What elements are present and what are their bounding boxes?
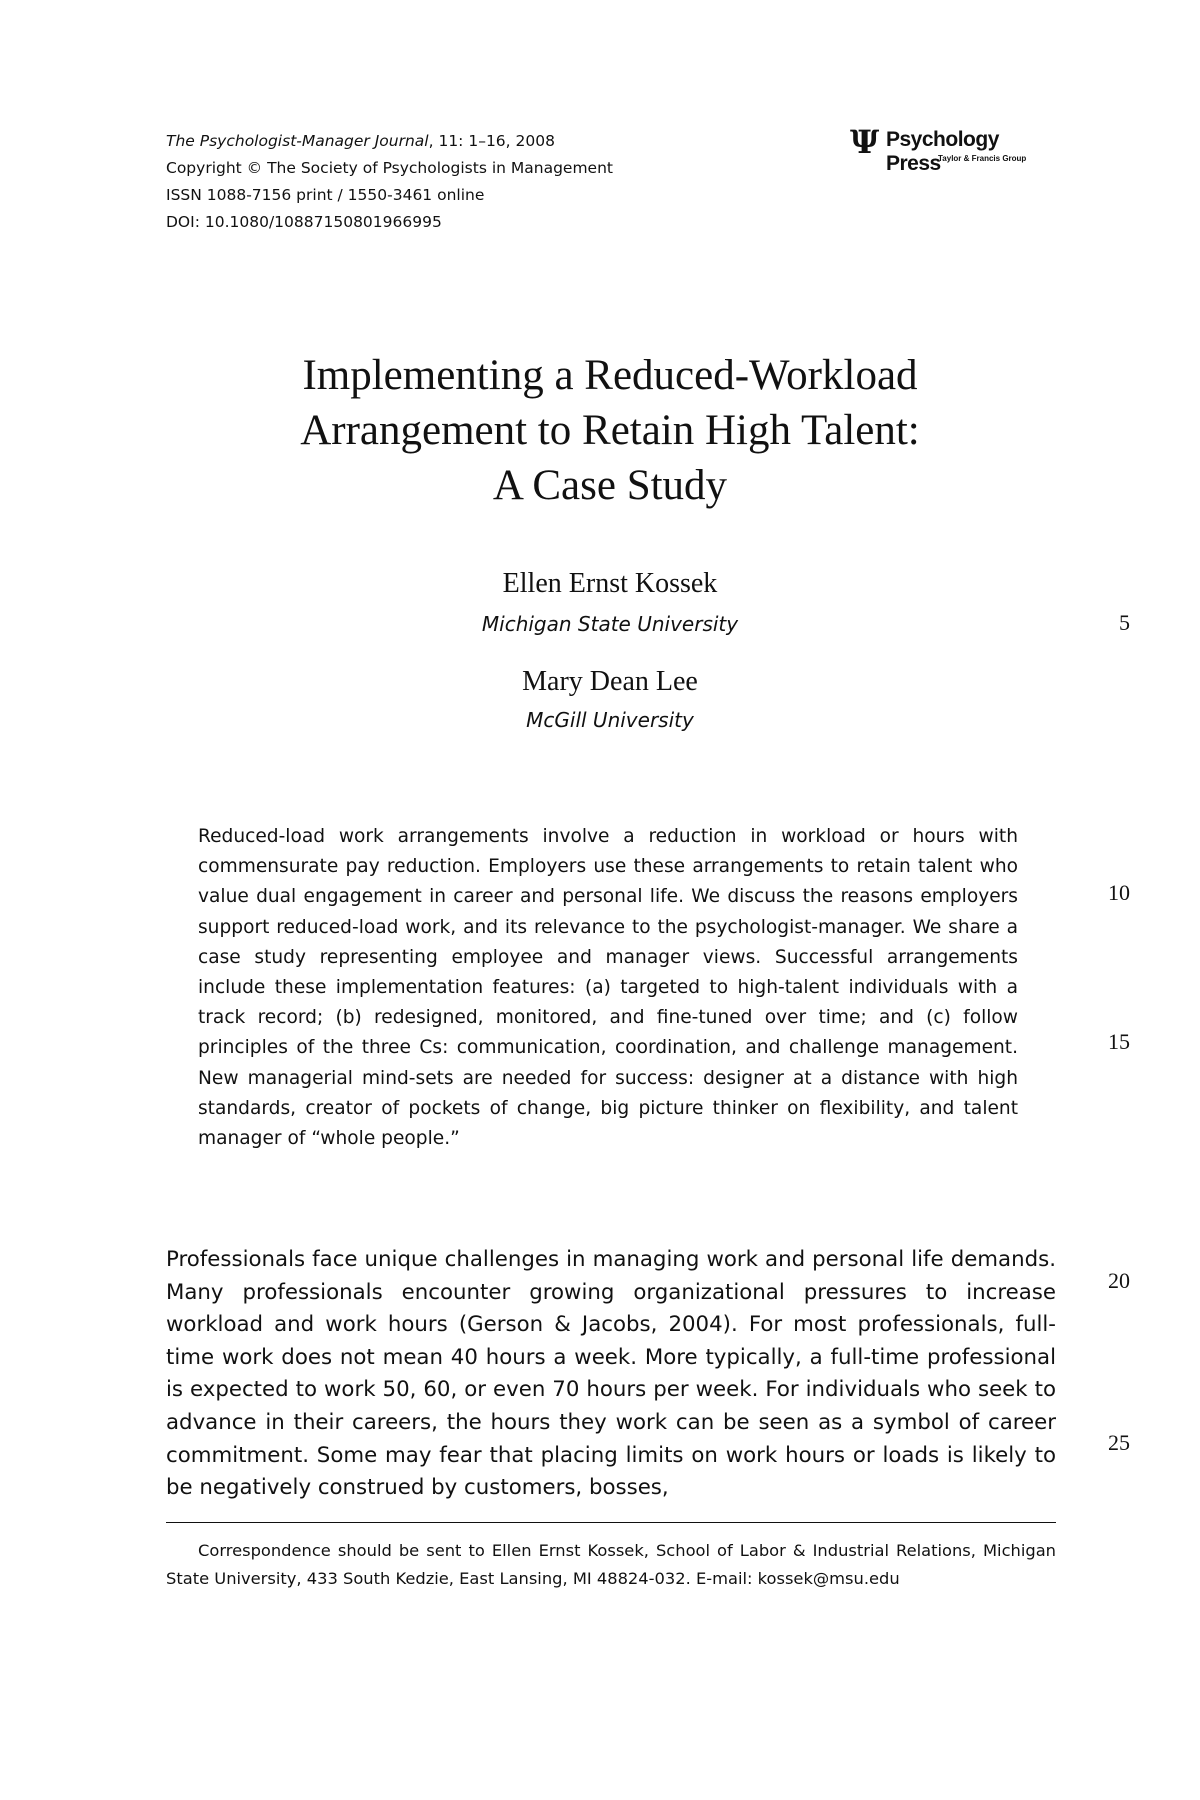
article-title [0, 348, 1200, 513]
title-line-2: Arrangement to Retain High Talent: [300, 407, 920, 454]
publisher-name: Psychology Press [886, 128, 999, 175]
psi-logo-icon: Ψ [850, 123, 880, 161]
journal-title: The Psychologist-Manager Journal [166, 132, 429, 150]
line-number: 15 [1108, 1029, 1130, 1054]
publisher-tagline: Taylor & Francis Group [938, 154, 1027, 163]
copyright-line: Copyright © The Society of Psychologists in Management [166, 159, 613, 177]
line-number: 5 [1119, 610, 1130, 635]
journal-citation [166, 128, 613, 155]
title-line-1: Implementing a Reduced-Workload [302, 352, 918, 399]
line-number: 20 [1108, 1268, 1130, 1293]
body-paragraph: Professionals face unique challenges in managing work and personal life demands. Many professionals encounter growing organizational pressures to increase workload and work hours (Gerson & Jacobs, 2004). For most professionals, full-time work does not mean 40 hours a week. More typically, a full-time professional is expected to work 50, 60, or even 70 hours per week. For individuals who seek to advance in their careers, the hours they work can be seen as a symbol of career commitment. Some may fear that placing limits on work hours or loads is likely to be negatively construed by customers, bosses, [166, 1247, 1056, 1501]
author-affiliation: Michigan State University [481, 612, 739, 636]
journal-header [166, 128, 613, 236]
author-affiliation: McGill University [526, 708, 694, 732]
issn-line: ISSN 1088-7156 print / 1550-3461 online [166, 186, 485, 204]
author-name: Ellen Ernst Kossek [502, 568, 718, 599]
publisher-logo [850, 123, 1050, 175]
abstract: Reduced-load work arrangements involve a reduction in workload or hours with commensurate pay reduction. Employers use these arrangements to retain talent who value dual engagement in career and personal life. We discuss the reasons employers support reduced-load work, and its relevance to the psychologist-manager. We share a case study representing employee and manager views. Successful arrangements include these implementation features: (a) targeted to high-talent individuals with a track record; (b) redesigned, monitored, and fine-tuned over time; and (c) follow principles of the three Cs: communication, coordination, and challenge management. New managerial mind-sets are needed for success: designer at a distance with high standards, creator of pockets of change, big picture thinker on flexibility, and talent manager of “whole people.” [198, 826, 1018, 1150]
line-number: 25 [1108, 1430, 1130, 1455]
journal-volume: , 11: 1–16, 2008 [428, 132, 555, 150]
correspondence-footnote: Correspondence should be sent to Ellen Ernst Kossek, School of Labor & Industrial Relations, Michigan State University, 433 South Kedzie, East Lansing, MI 48824-032. E-mail: kossek@msu.edu [166, 1541, 1056, 1588]
doi-line: DOI: 10.1080/10887150801966995 [166, 213, 442, 231]
line-number: 10 [1108, 880, 1130, 905]
footnote-divider [166, 1522, 1056, 1523]
title-line-3: A Case Study [492, 462, 728, 509]
author-name: Mary Dean Lee [522, 666, 698, 697]
